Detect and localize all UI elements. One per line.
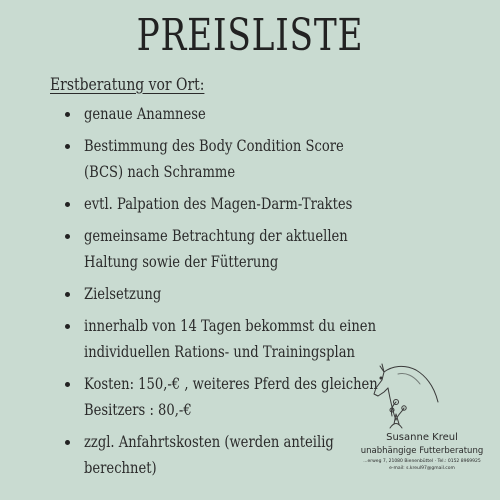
bullet-icon (65, 382, 70, 387)
list-item-text: innerhalb von 14 Tagen bekommst du einen individuellen Rations- und Trainingsplan (84, 316, 377, 361)
list-item-text: Kosten: 150,-€ , weiteres Pferd des gleichen Besitzers : 80,-€ (84, 374, 378, 419)
brand-name: Susanne Kreul (386, 432, 458, 443)
bullet-icon (65, 112, 70, 117)
section-heading: Erstberatung vor Ort: (50, 75, 205, 95)
bullet-icon (65, 144, 70, 149)
bullet-icon (65, 324, 70, 329)
bullet-icon (65, 440, 70, 445)
list-item-text: gemeinsame Betrachtung der aktuellen Haltung sowie der Fütterung (84, 226, 348, 271)
brand-logo (352, 358, 492, 478)
list-item-text: Bestimmung des Body Condition Score (BCS) nach Schramme (84, 136, 344, 181)
bullet-icon (65, 292, 70, 297)
list-item-text: genaue Anamnese (84, 104, 206, 123)
horse-icon (362, 358, 442, 433)
list-item (62, 281, 500, 307)
bullet-icon (65, 234, 70, 239)
list-item-text: zzgl. Anfahrtskosten (werden anteilig berechnet) (84, 432, 334, 477)
brand-subtitle: unabhängige Futterberatung (360, 446, 484, 456)
list-item (62, 133, 500, 185)
list-item (62, 191, 500, 217)
list-item-text: Zielsetzung (84, 284, 162, 303)
page-title: PREISLISTE (136, 10, 364, 61)
brand-address: ...erweg 7, 21080 Bienenbüttel · Tel.: 0152 8969925 (363, 459, 481, 464)
bullet-icon (65, 202, 70, 207)
list-item-text: evtl. Palpation des Magen-Darm-Traktes (84, 194, 353, 213)
list-item (62, 101, 500, 127)
brand-email: e-mail: s.kreul97@gmail.com (389, 466, 455, 471)
list-item (62, 223, 500, 275)
